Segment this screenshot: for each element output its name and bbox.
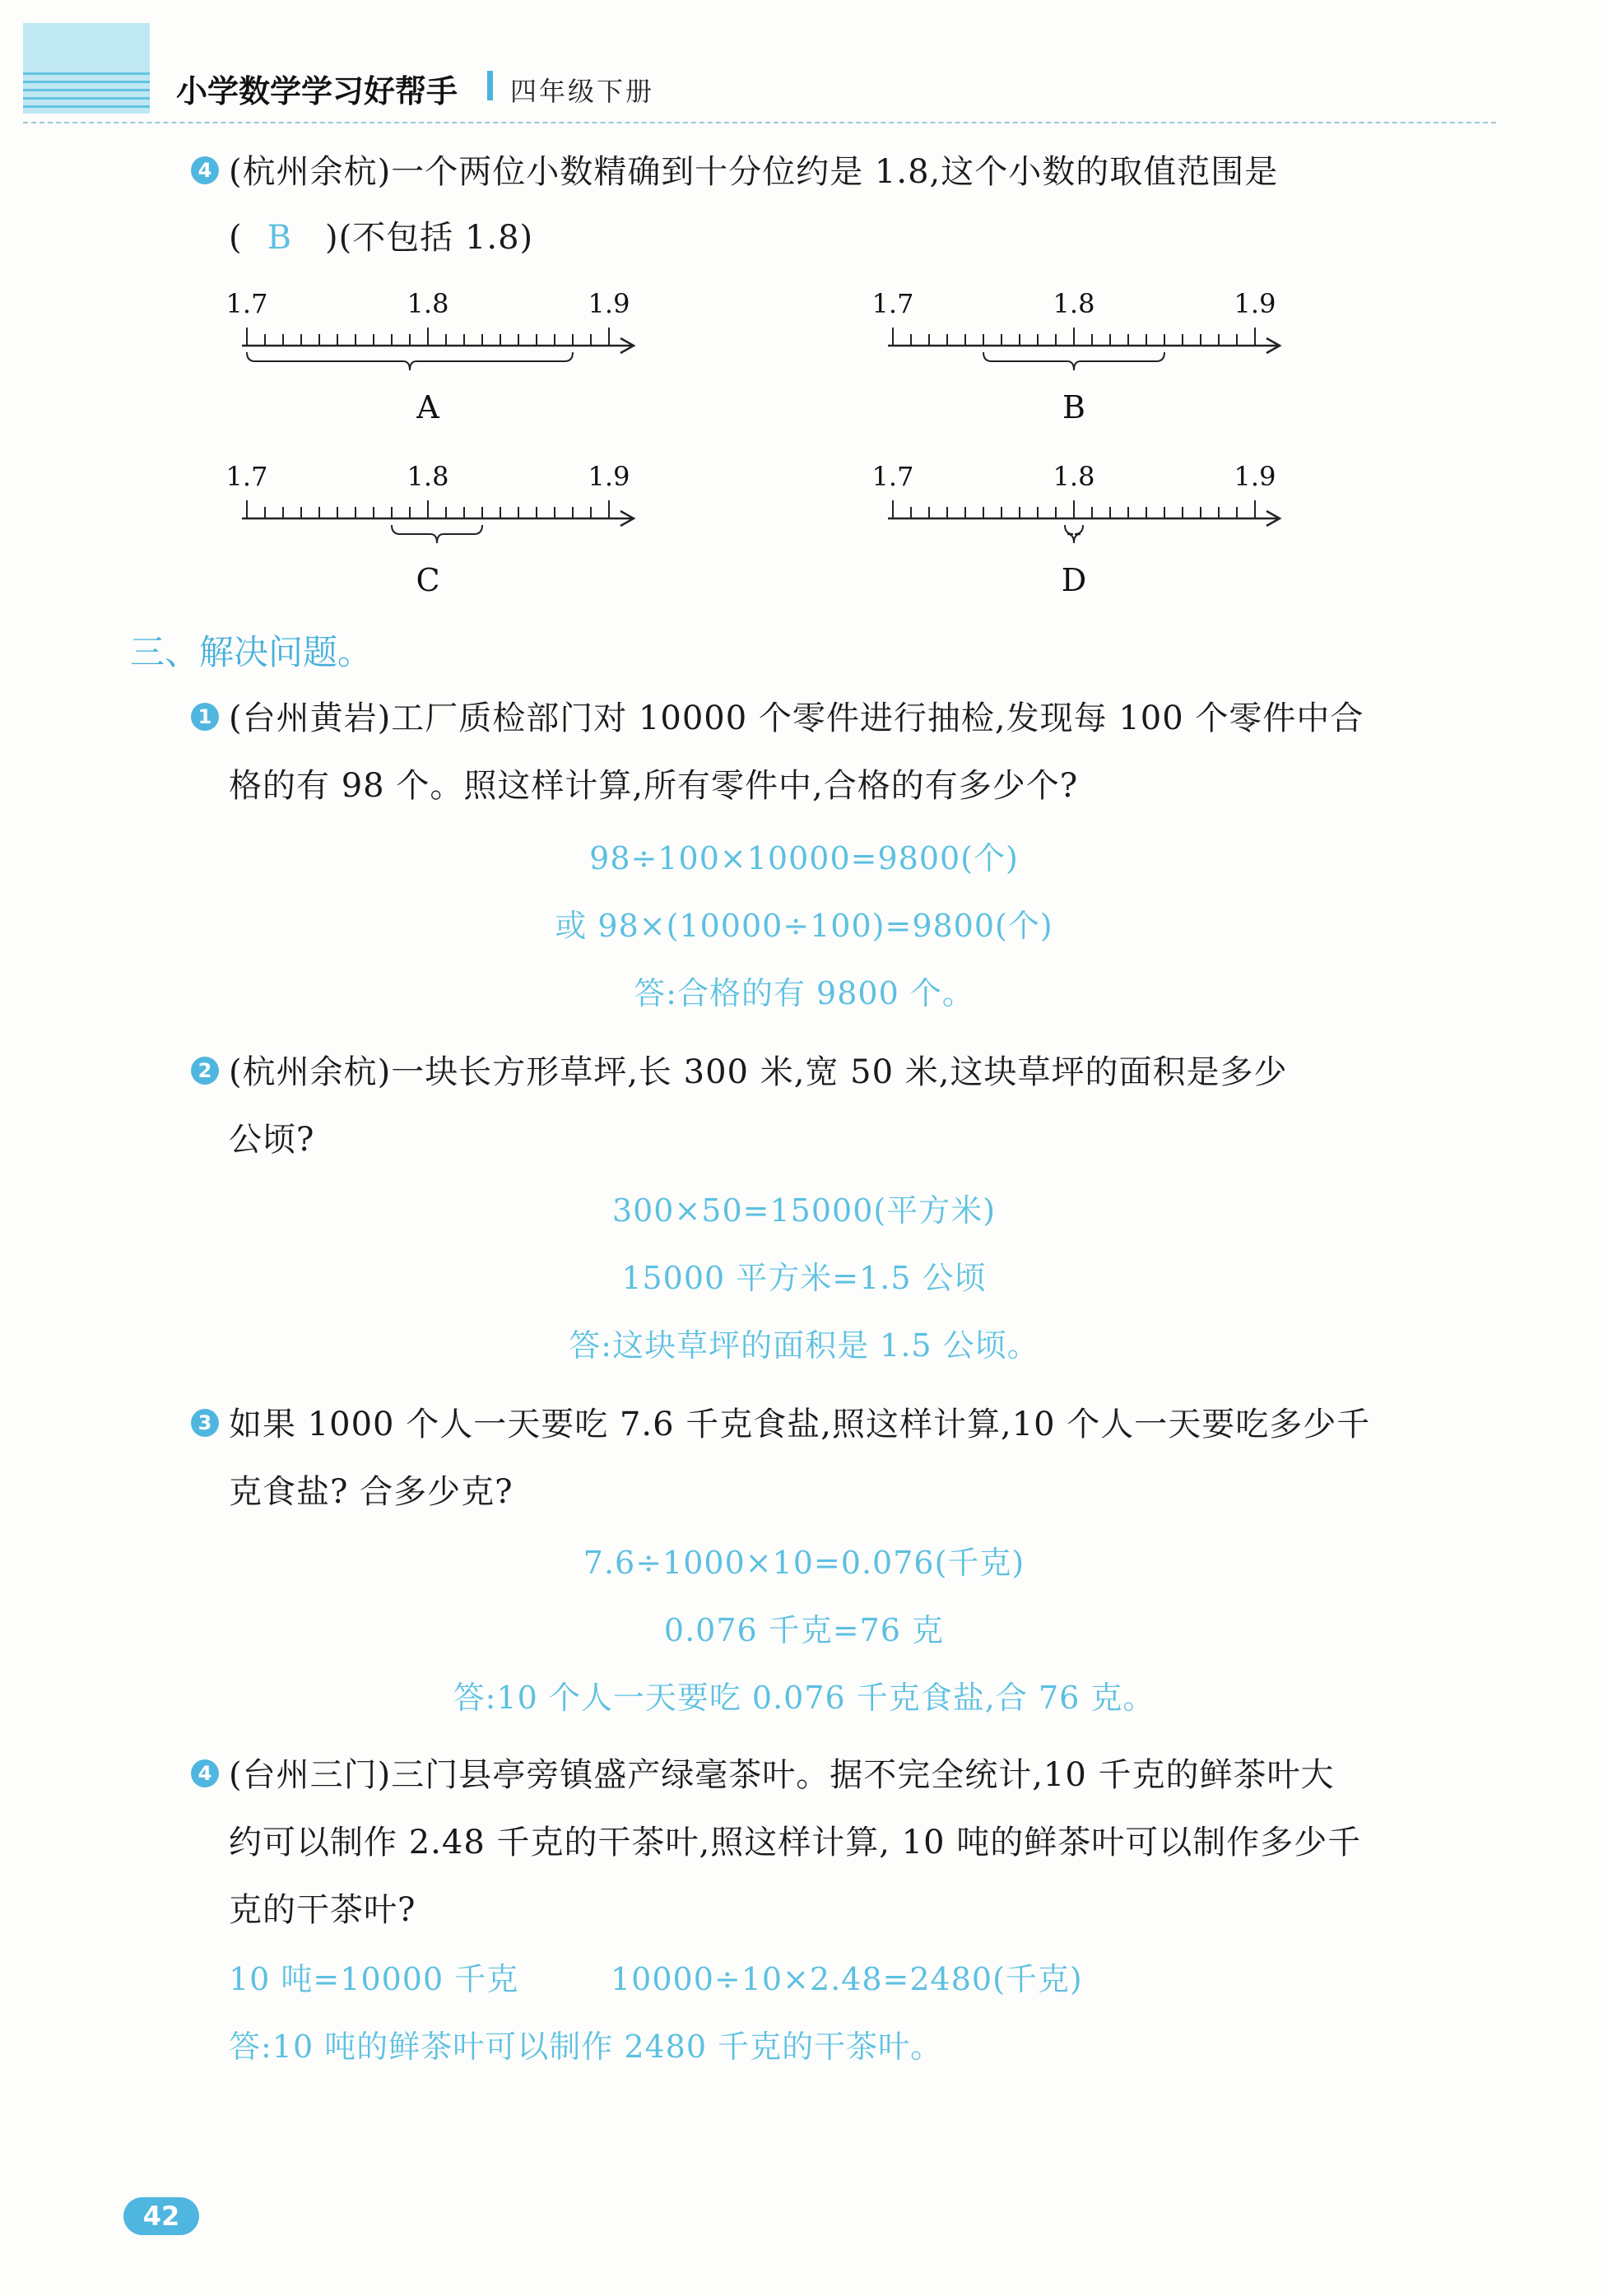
tick-label: 1.9 [1234, 288, 1276, 319]
choice-answer: B [267, 219, 293, 257]
option-label: B [1062, 389, 1085, 425]
paren-close: )(不包括 1.8) [325, 219, 534, 257]
problem-line: (台州三门)三门县亭旁镇盛产绿毫茶叶。据不完全统计,10 千克的鲜茶叶大 [229, 1756, 1335, 1794]
problem-line: 如果 1000 个人一天要吃 7.6 千克食盐,照这样计算,10 个人一天要吃多少千 [229, 1406, 1371, 1443]
section-title: 三、解决问题。 [130, 632, 373, 672]
problem-number-badge: 4 [191, 1759, 219, 1787]
problem-line: 克的干茶叶? [229, 1891, 416, 1929]
tick-label: 1.7 [225, 461, 268, 492]
tick-label: 1.7 [871, 288, 914, 319]
tick-label: 1.7 [871, 461, 914, 492]
grade-label: 四年级下册 [510, 76, 655, 107]
answer-line: 答:合格的有 9800 个。 [634, 975, 974, 1011]
range-brace [392, 525, 482, 543]
tick-label: 1.9 [588, 288, 630, 319]
problem-line: 格的有 98 个。照这样计算,所有零件中,合格的有多少个? [229, 767, 1079, 805]
problem-number-badge: 2 [191, 1057, 219, 1085]
header-divider [23, 122, 1496, 123]
page-number: 42 [123, 2197, 199, 2235]
option-label: C [416, 562, 440, 598]
problem-line: (杭州余杭)一块长方形草坪,长 300 米,宽 50 米,这块草坪的面积是多少 [229, 1053, 1288, 1091]
book-title: 小学数学学习好帮手 [176, 73, 458, 109]
tick-label: 1.9 [588, 461, 630, 492]
problem-line: (台州黄岩)工厂质检部门对 10000 个零件进行抽检,发现每 100 个零件中合 [229, 699, 1364, 737]
answer-line: 10 吨=10000 千克 [229, 1961, 519, 1997]
answer-line: 7.6÷1000×10=0.076(千克) [583, 1545, 1025, 1581]
answer-line: 15000 平方米=1.5 公顷 [621, 1260, 987, 1296]
problem-line: 公顷? [229, 1121, 315, 1159]
answer-line: 300×50=15000(平方米) [611, 1192, 997, 1229]
range-brace [247, 352, 573, 370]
question-number-badge: 4 [191, 156, 219, 184]
problem-number-badge: 1 [191, 703, 219, 731]
problem-line: 克食盐? 合多少克? [229, 1473, 514, 1511]
tick-label: 1.8 [1053, 461, 1095, 492]
header-separator [487, 71, 493, 100]
range-brace [983, 352, 1164, 370]
tick-label: 1.8 [1053, 288, 1095, 319]
problem-line: 约可以制作 2.48 千克的干茶叶,照这样计算, 10 吨的鲜茶叶可以制作多少千 [229, 1824, 1362, 1861]
header-stripes [23, 72, 150, 114]
answer-line: 答:10 吨的鲜茶叶可以制作 2480 千克的干茶叶。 [229, 2029, 943, 2065]
problem-number-badge: 3 [191, 1409, 219, 1437]
option-label: D [1061, 562, 1087, 598]
tick-label: 1.7 [225, 288, 268, 319]
tick-label: 1.8 [407, 461, 449, 492]
question-line [229, 204, 533, 272]
answer-line: 答:这块草坪的面积是 1.5 公顷。 [569, 1327, 1039, 1364]
answer-line: 10000÷10×2.48=2480(千克) [611, 1961, 1083, 1997]
question-line: (杭州余杭)一个两位小数精确到十分位约是 1.8,这个小数的取值范围是 [229, 153, 1279, 191]
option-label: A [416, 389, 439, 425]
tick-label: 1.9 [1234, 461, 1276, 492]
answer-line: 0.076 千克=76 克 [663, 1612, 945, 1648]
answer-line: 或 98×(10000÷100)=9800(个) [555, 908, 1053, 944]
range-brace [1065, 525, 1083, 543]
answer-line: 答:10 个人一天要吃 0.076 千克食盐,合 76 克。 [453, 1680, 1155, 1716]
number-line-options [0, 272, 1608, 617]
paren-open: ( [229, 219, 243, 257]
tick-label: 1.8 [407, 288, 449, 319]
answer-line: 98÷100×10000=9800(个) [589, 840, 1019, 876]
